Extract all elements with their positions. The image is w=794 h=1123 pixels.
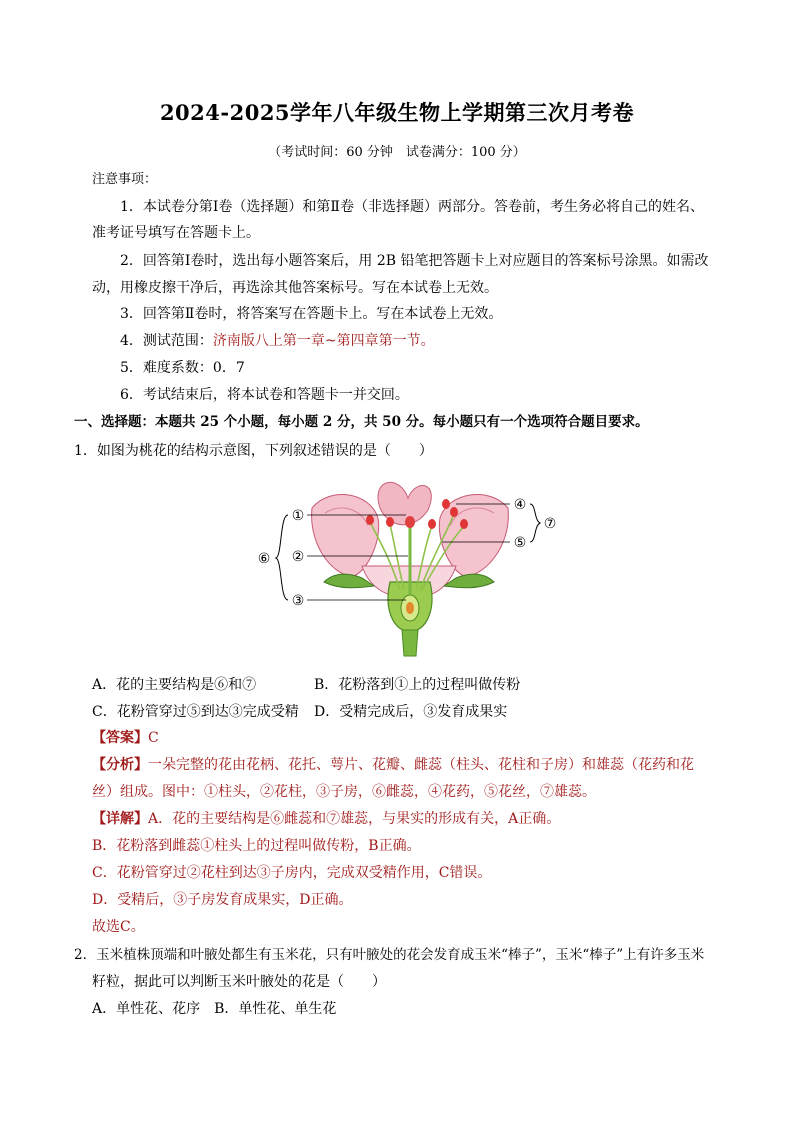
note-item: 准考证号填写在答题卡上。: [92, 225, 260, 241]
label-style: ②: [291, 549, 305, 565]
label-anther: ④: [513, 497, 527, 513]
question-stem: 1．如图为桃花的结构示意图，下列叙述错误的是（ ）: [74, 443, 433, 459]
section-heading: 一、选择题：本题共 25 个小题，每小题 2 分，共 50 分。每小题只有一个选项符合题目要求。: [74, 414, 649, 430]
option-d: D．受精完成后，③发育成果实: [314, 704, 508, 720]
analysis-text: 一朵完整的花由花柄、花托、萼片、花瓣、雌蕊（柱头、花柱和子房）和雄蕊（花药和花: [148, 757, 694, 773]
answer-value: C: [148, 730, 159, 746]
label-pistil: ⑥: [257, 551, 271, 567]
detail-line: C．花粉管穿过②花柱到达③子房内，完成双受精作用，C错误。: [92, 865, 492, 881]
option-a: A．花的主要结构是⑥和⑦: [92, 677, 257, 693]
note-item: 6．考试结束后，将本试卷和答题卡一并交回。: [120, 387, 409, 403]
question-stem: 2．玉米植株顶端和叶腋处都生有玉米花，只有叶腋处的花会发育成玉米“棒子”，玉米“棒子”上有许多玉米: [74, 947, 705, 963]
detail-line: [92, 809, 560, 829]
option-b: B．花粉落到①上的过程叫做传粉: [314, 677, 521, 693]
exam-info: （考试时间：60 分钟 试卷满分：100 分）: [268, 145, 526, 160]
analysis-tag: 【分析】: [92, 757, 148, 773]
detail-line: D．受精后，③子房发育成果实，D正确。: [92, 892, 353, 908]
answer-tag: 【答案】: [92, 730, 148, 746]
question-stem: 籽粒，据此可以判断玉米叶腋处的花是（ ）: [92, 974, 386, 990]
test-range: 济南版八上第一章~第四章第一节。: [212, 333, 435, 349]
note-item-prefix: 4．测试范围：: [120, 333, 213, 349]
label-ovary: ③: [291, 593, 305, 609]
label-stigma: ①: [291, 508, 305, 524]
options-line: A．单性花、花序 B．单性花、单生花: [92, 1001, 337, 1017]
peach-flower-diagram: [250, 478, 560, 658]
answer: [92, 728, 159, 748]
label-filament: ⑤: [513, 535, 527, 551]
note-item: 2．回答第Ⅰ卷时，选出每小题答案后，用 2B 铅笔把答题卡上对应题目的答案标号涂黑。如需改: [120, 253, 709, 269]
note-item: 动，用橡皮擦干净后，再选涂其他答案标号。写在本试卷上无效。: [92, 280, 498, 296]
note-item: 1．本试卷分第Ⅰ卷（选择题）和第Ⅱ卷（非选择题）两部分。答卷前，考生务必将自己的姓名、: [120, 199, 704, 215]
analysis-line: 丝）组成。图中：①柱头，②花柱，③子房，⑥雌蕊，④花药，⑤花丝，⑦雄蕊。: [92, 784, 596, 800]
option-c: C．花粉管穿过⑤到达③完成受精: [92, 704, 299, 720]
detail-tag: 【详解】: [92, 811, 148, 827]
page-title: 2024-2025学年八年级生物上学期第三次月考卷: [159, 100, 635, 125]
notes-heading: 注意事项：: [92, 172, 158, 187]
detail-text: A．花的主要结构是⑥雌蕊和⑦雄蕊，与果实的形成有关，A正确。: [148, 811, 561, 827]
label-stamen: ⑦: [543, 516, 557, 532]
note-item: [120, 331, 435, 351]
note-item: 5．难度系数：0．7: [120, 360, 245, 376]
analysis-line: [92, 755, 694, 775]
detail-line: B．花粉落到雌蕊①柱头上的过程叫做传粉，B正确。: [92, 838, 421, 854]
conclusion: 故选C。: [92, 919, 145, 935]
note-item: 3．回答第Ⅱ卷时，将答案写在答题卡上。写在本试卷上无效。: [120, 306, 503, 322]
